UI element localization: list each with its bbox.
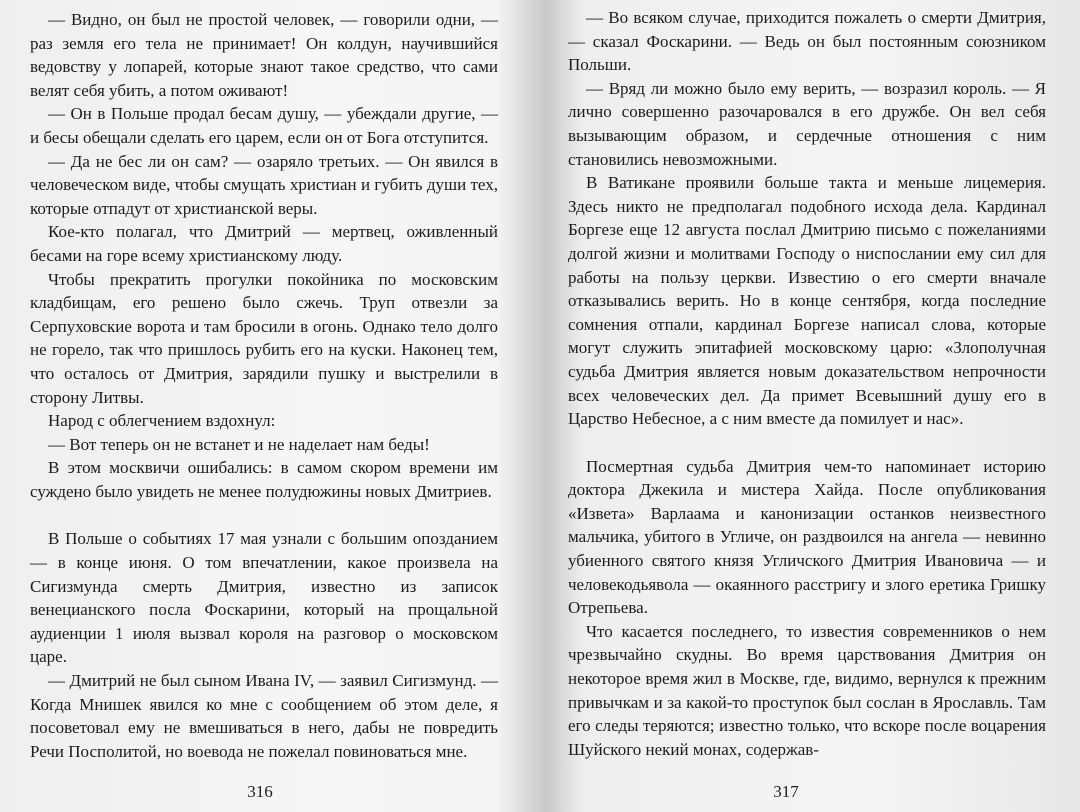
paragraph: Кое-кто полагал, что Дмитрий — мертвец, оживленный бесами на горе всему христианскому люду. [30,222,498,265]
page-number: 316 [247,782,273,801]
paragraph: Чтобы прекратить прогулки покойника по московским кладбищам, его решено было сжечь. Труп отвезли за Серпуховские ворота и там бросили в огонь. Однако тело долго не горело, так что пришлось рубить его на куски. Наконец тем, что осталось от Дмитрия, зарядили пушку и выстрелили в сторону Литвы. [30,269,498,407]
paragraph: — Видно, он был не простой человек, — говорили одни, — раз земля его тела не принимает! Он колдун, научившийся ведовству у лопарей, которые знают такое средство, что сами велят себя убить, а потом оживают! [30,10,498,100]
paragraph: — Дмитрий не был сыном Ивана IV, — заявил Сигизмунд. — Когда Мнишек явился ко мне с сообщением об этом деле, я посоветовал ему не вмешиваться в него, дабы не повредить Речи Посполитой, но воевода не пожелал повиноваться мне. [30,671,498,761]
paragraph: — Он в Польше продал бесам душу, — убеждали другие, — и бесы обещали сделать его царем, если он от Бога отступится. [30,104,498,147]
paragraph: Посмертная судьба Дмитрия чем-то напоминает историю доктора Джекила и мистера Хайда. После опубликования «Извета» Варлаама и канонизации останков неизвестного мальчика, убитого в Угличе, он раздвоился на ангела — невинно убиенного святого князя Угличского Дмитрия Ивановича — и человекодьявола — окаянного расстригу и злого еретика Гришку Отрепьева. [568,456,1046,618]
paragraph: Народ с облегчением вздохнул: [48,411,276,431]
paragraph: В Ватикане проявили больше такта и меньше лицемерия. Здесь никто не предполагал подобного исхода дела. Кардинал Боргезе еще 12 августа послал Дмитрию письмо с пожеланиями долгой жизни и молитвами Господу о ниспослании ему сил для работы на пользу церкви. Известию о его смерти вначале отказывались верить. Но в конце сентября, когда последние сомнения отпали, кардинал Боргезе написал слова, которые могут служить эпитафией московскому царю: «Злополучная судьба Дмитрия является новым доказательством непрочности всех человеческих дел. Да примет Всевышний душу его в Царство Небесное, а с ним вместе да помилует и нас». [568,173,1046,429]
section-break [30,503,498,527]
paragraph: Что касается последнего, то известия современников о нем чрезвычайно скудны. Во время царствования Дмитрия он некоторое время жил в Москве, где, видимо, вернулся к прежним привычкам и за какой-то проступок был сослан в Ярославль. Там его следы теряются; известно только, что вскоре после воцарения Шуйского некий монах, содержав- [568,621,1046,759]
paragraph: — Вот теперь он не встанет и не наделает нам беды! [48,434,430,454]
right-page [548,0,1080,812]
section-break [568,431,1046,455]
left-page-text [30,8,498,763]
paragraph: — Да не бес ли он сам? — озаряло третьих. — Он явился в человеческом виде, чтобы смущать христиан и губить души тех, которые отпадут от христианской веры. [30,151,498,218]
page-number: 317 [773,782,799,801]
paragraph: В этом москвичи ошибались: в самом скором времени им суждено было увидеть не менее полудюжины новых Дмитриев. [30,458,498,501]
paragraph: В Польше о событиях 17 мая узнали с большим опозданием — в конце июня. О том впечатлении, какое произвела на Сигизмунда смерть Дмитрия, известно из записок венецианского посла Фоскарини, который на прощальной аудиенции 1 июля вызвал короля на разговор о московском царе. [30,529,498,667]
paragraph: — Во всяком случае, приходится пожалеть о смерти Дмитрия, — сказал Фоскарини. — Ведь он был постоянным союзником Польши. [568,8,1046,75]
right-page-text [568,6,1046,761]
paragraph: — Вряд ли можно было ему верить, — возразил король. — Я лично совершенно разочаровался в его дружбе. Он вел себя вызывающим образом, и сердечные отношения с ним становились невозможными. [568,78,1046,169]
